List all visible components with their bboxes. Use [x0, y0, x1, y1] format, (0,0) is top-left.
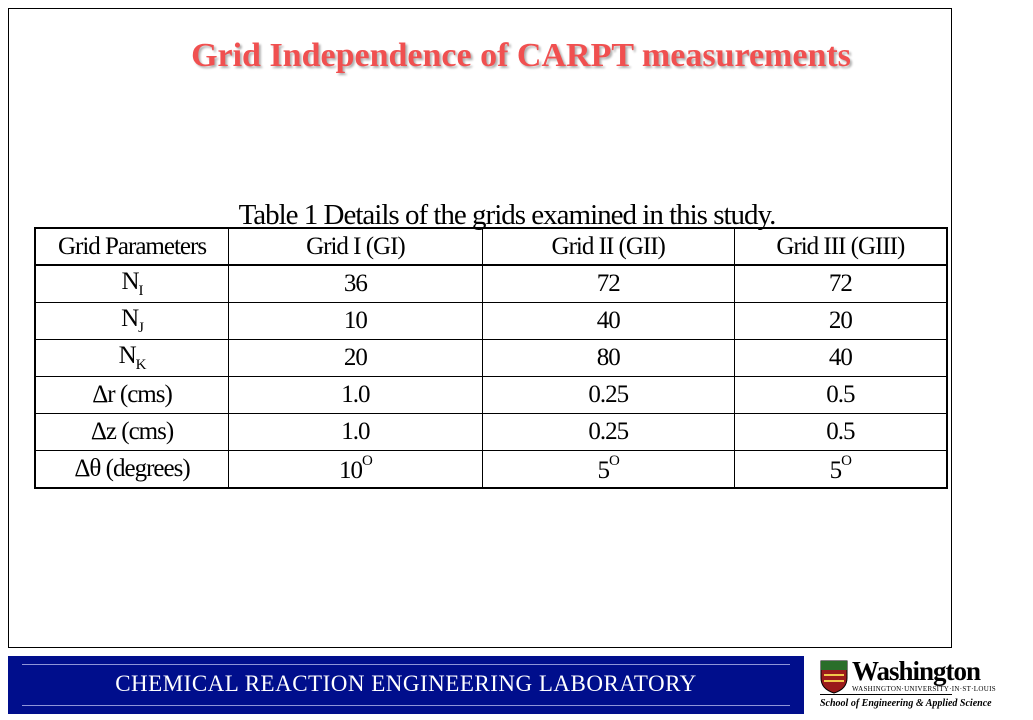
header-grid-parameters: Grid Parameters	[35, 228, 229, 265]
degree-superscript: O	[361, 453, 372, 470]
value-cell	[734, 451, 947, 488]
value-text: 1.0	[341, 381, 370, 409]
value-text: 40	[596, 306, 620, 334]
degree-superscript: O	[609, 453, 619, 470]
value-cell	[482, 451, 734, 488]
value-cell	[734, 414, 947, 451]
table-header-row	[35, 228, 947, 265]
param-cell	[35, 265, 229, 302]
param-subscript: J	[138, 319, 143, 336]
logo-divider	[820, 694, 952, 695]
value-text: 10	[338, 457, 362, 485]
param-cell	[35, 339, 229, 376]
table-row	[35, 302, 947, 339]
header-grid-i: Grid I (GI)	[229, 228, 483, 265]
value-text: 0.25	[588, 418, 629, 446]
value-text: 20	[343, 343, 367, 371]
value-text: 10	[343, 306, 367, 334]
value-text: 80	[596, 343, 620, 371]
value-text: 36	[343, 269, 367, 297]
degree-superscript: O	[841, 453, 851, 470]
footer-banner	[8, 656, 804, 714]
param-label: N	[121, 304, 139, 332]
value-cell	[229, 302, 483, 339]
param-cell	[35, 377, 229, 414]
value-cell	[482, 339, 734, 376]
value-cell	[734, 377, 947, 414]
table-row	[35, 451, 947, 488]
value-text: 0.5	[826, 418, 855, 446]
table-row	[35, 414, 947, 451]
university-shield-icon	[820, 660, 848, 694]
param-label: Δθ (degrees)	[74, 455, 190, 483]
lab-name: CHEMICAL REACTION ENGINEERING LABORATORY	[115, 671, 697, 696]
value-cell	[229, 377, 483, 414]
footer-rule-bottom	[22, 705, 790, 706]
slide-title: Grid Independence of CARPT measurements	[191, 37, 851, 74]
param-label: Δz (cms)	[90, 418, 174, 446]
value-cell	[229, 339, 483, 376]
logo-school: School of Engineering & Applied Science	[820, 698, 992, 709]
table-caption: Table 1 Details of the grids examined in this study.	[238, 199, 776, 231]
value-cell	[482, 377, 734, 414]
value-cell	[734, 339, 947, 376]
value-cell	[229, 265, 483, 302]
param-label: N	[118, 341, 136, 369]
param-cell	[35, 302, 229, 339]
table-row	[35, 339, 947, 376]
param-label: Δr (cms)	[92, 381, 172, 409]
value-cell	[229, 451, 483, 488]
param-cell	[35, 451, 229, 488]
table-row	[35, 377, 947, 414]
logo-wordmark: Washington	[852, 656, 981, 686]
value-text: 72	[828, 269, 852, 297]
washington-university-logo	[816, 656, 996, 716]
value-text: 20	[828, 306, 852, 334]
footer-rule-top	[22, 664, 790, 665]
value-text: 72	[596, 269, 620, 297]
logo-university: WASHINGTON·UNIVERSITY·IN·ST·LOUIS	[852, 685, 996, 693]
value-cell	[482, 265, 734, 302]
value-text: 40	[828, 343, 852, 371]
grid-details-table	[34, 227, 948, 489]
param-label: N	[121, 267, 139, 295]
value-cell	[482, 302, 734, 339]
value-text: 5	[829, 457, 842, 485]
value-text: 5	[597, 457, 610, 485]
value-text: 0.25	[588, 381, 629, 409]
value-cell	[229, 414, 483, 451]
header-grid-iii: Grid III (GIII)	[734, 228, 947, 265]
value-cell	[734, 302, 947, 339]
value-text: 0.5	[826, 381, 855, 409]
param-subscript: I	[138, 282, 143, 299]
value-text: 1.0	[341, 418, 370, 446]
value-cell	[734, 265, 947, 302]
table-row	[35, 265, 947, 302]
header-grid-ii: Grid II (GII)	[482, 228, 734, 265]
param-cell	[35, 414, 229, 451]
value-cell	[482, 414, 734, 451]
param-subscript: K	[135, 356, 146, 373]
